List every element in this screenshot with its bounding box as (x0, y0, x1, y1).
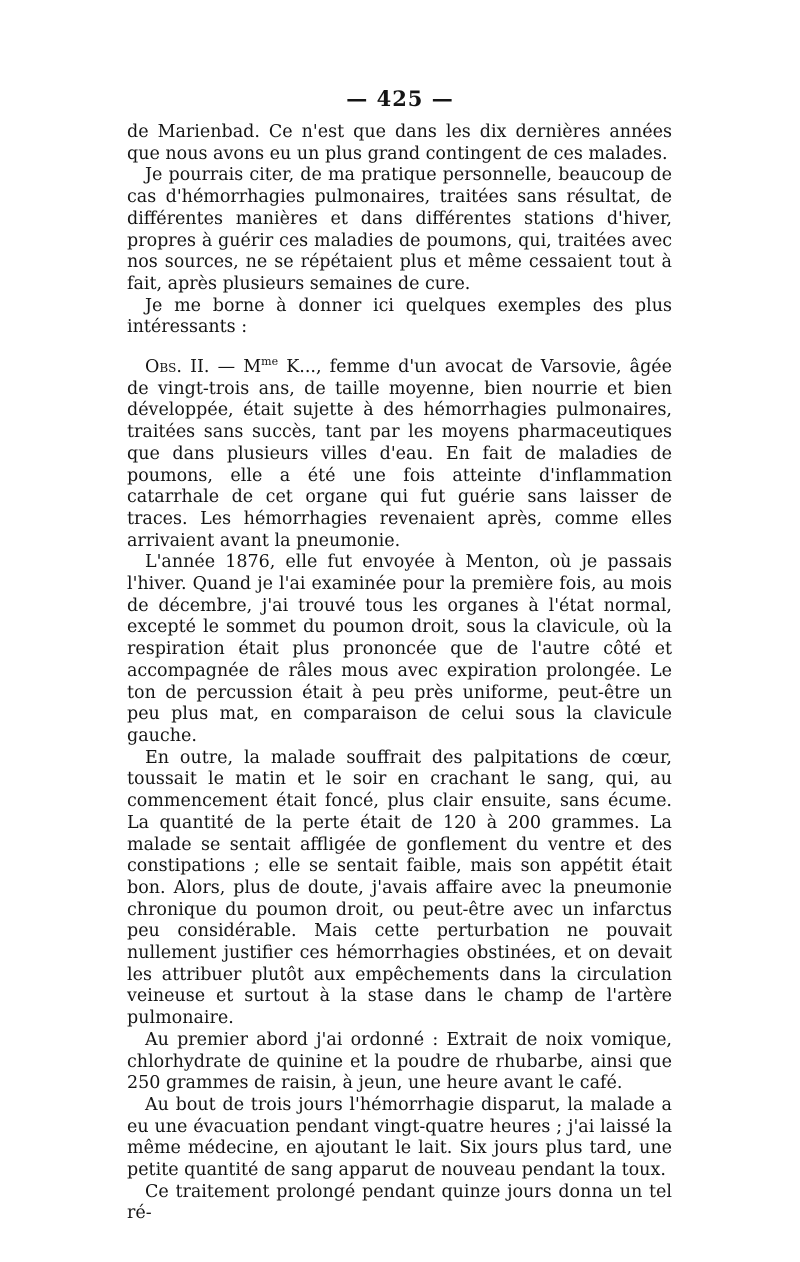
paragraph: Je pourrais citer, de ma pratique personnelle, beaucoup de cas d'hémorrhagies pulmonaires, traitées sans résultat, de différentes manières et dans différentes stations d'hiver, propres à guérir ces maladies de poumons, qui, traitées avec nos sources, ne se répétaient plus et même cessaient tout à fait, après plusieurs semaines de cure. (127, 165, 672, 294)
body-text (127, 122, 672, 1225)
paragraph: Je me borne à donner ici quelques exemples des plus intéressants : (127, 295, 672, 338)
paragraph: Au bout de trois jours l'hémorrhagie disparut, la malade a eu une évacuation pendant vingt-quatre heures ; j'ai laissé la même médecine, en ajoutant le lait. Six jours plus tard, une petite quantité de sang apparut de nouveau pendant la toux. (127, 1094, 672, 1181)
paragraph: L'année 1876, elle fut envoyée à Menton, où je passais l'hiver. Quand je l'ai examinée pour la première fois, au mois de décembre, j'ai trouvé tous les organes à l'état normal, excepté le sommet du poumon droit, sous la clavicule, où la respiration était plus prononcée que de l'autre côté et accompagnée de râles mous avec expiration prolongée. Le ton de percussion était à peu près uniforme, peut-être un peu plus mat, en comparaison de celui sous la clavicule gauche. (127, 552, 672, 746)
paragraph: En outre, la malade souffrait des palpitations de cœur, toussait le matin et le soir en crachant le sang, qui, au commencement était foncé, plus clair ensuite, sans écume. La quantité de la perte était de 120 à 200 grammes. La malade se sentait affligée de gonflement du ventre et des constipations ; elle se sentait faible, mais son appétit était bon. Alors, plus de doute, j'avais affaire avec la pneumonie chronique du poumon droit, ou peut-être avec un infarctus peu considérable. Mais cette perturbation ne pouvait nullement justifier ces hémorrhagies obstinées, et on devait les attribuer plutôt aux empêchements dans la circulation veineuse et surtout à la stase dans le champ de l'artère pulmonaire. (127, 747, 672, 1029)
page-number: — 425 — (346, 86, 454, 111)
observation-dash: — (209, 357, 244, 378)
patient-title: M (243, 357, 262, 378)
paragraph: Au premier abord j'ai ordonné : Extrait de noix vomique, chlorhydrate de quinine et la poudre de rhubarbe, ainsi que 250 grammes de raisin, à jeun, une heure avant le café. (127, 1029, 672, 1094)
patient-title-sup: me (261, 355, 279, 369)
paragraph: de Marienbad. Ce n'est que dans les dix dernières années que nous avons eu un plus grand contingent de ces malades. (127, 122, 672, 164)
observation-paragraph (127, 357, 672, 552)
paragraph: Ce traitement prolongé pendant quinze jours donna un tel ré- (127, 1181, 672, 1224)
observation-text: K..., femme d'un avocat de Varsovie, âgée de vingt-trois ans, de taille moyenne, bien nourrie et bien développée, était sujette à des hémorrhagies pulmonaires, traitées sans succès, tant par les moyens pharmaceutiques que dans plusieurs villes d'eau. En fait de maladies de poumons, elle a été une fois atteinte d'inflammation catarrhale de cet organe qui fut guérie sans laisser de traces. Les hémorrhagies revenaient après, comme elles arrivaient avant la pneumonie. (127, 357, 672, 551)
observation-label: Obs. II. (145, 357, 210, 378)
